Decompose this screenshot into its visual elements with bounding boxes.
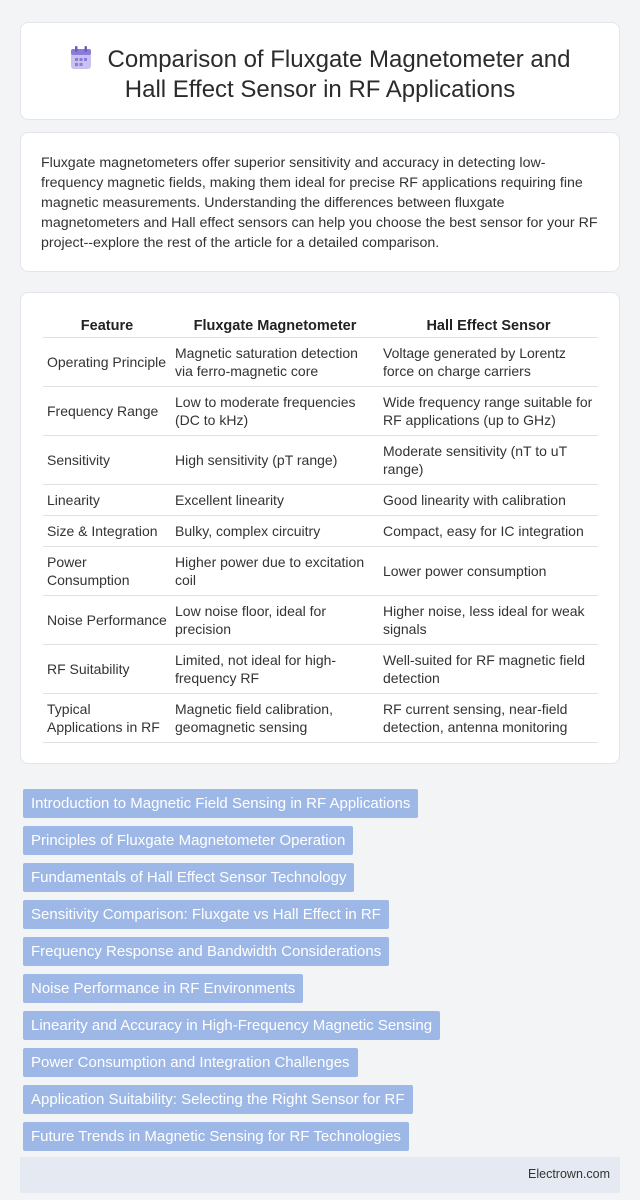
table-row xyxy=(43,435,598,484)
toc-link-frequency-response[interactable]: Frequency Response and Bandwidth Considerations xyxy=(23,937,389,966)
fluxgate-cell: High sensitivity (pT range) xyxy=(171,435,379,484)
fluxgate-cell: Higher power due to excitation coil xyxy=(171,546,379,595)
header-fluxgate: Fluxgate Magnetometer xyxy=(171,309,379,337)
feature-cell: Typical Applications in RF xyxy=(43,693,171,742)
comparison-table xyxy=(43,309,598,743)
feature-cell: Sensitivity xyxy=(43,435,171,484)
hall-cell: Compact, easy for IC integration xyxy=(379,515,598,546)
footer-brand[interactable]: Electrown.com xyxy=(528,1167,610,1181)
hall-cell: Lower power consumption xyxy=(379,546,598,595)
table-header-row xyxy=(43,309,598,337)
table-row xyxy=(43,484,598,515)
page-title xyxy=(21,45,619,105)
hall-cell: Well-suited for RF magnetic field detection xyxy=(379,644,598,693)
comparison-table-card xyxy=(20,292,620,764)
table-row xyxy=(43,337,598,386)
hall-cell: Wide frequency range suitable for RF applications (up to GHz) xyxy=(379,386,598,435)
table-row xyxy=(43,644,598,693)
toc-link-linearity[interactable]: Linearity and Accuracy in High-Frequency Magnetic Sensing xyxy=(23,1011,440,1040)
title-line-1: Comparison of Fluxgate Magnetometer and xyxy=(107,46,571,73)
feature-cell: Noise Performance xyxy=(43,595,171,644)
hall-cell: Good linearity with calibration xyxy=(379,484,598,515)
title-line-2: Hall Effect Sensor in RF Applications xyxy=(124,76,516,103)
header-hall: Hall Effect Sensor xyxy=(379,309,598,337)
fluxgate-cell: Magnetic field calibration, geomagnetic sensing xyxy=(171,693,379,742)
feature-cell: Operating Principle xyxy=(43,337,171,386)
toc-link-application[interactable]: Application Suitability: Selecting the Right Sensor for RF xyxy=(23,1085,413,1114)
toc-link-power[interactable]: Power Consumption and Integration Challenges xyxy=(23,1048,358,1077)
fluxgate-cell: Excellent linearity xyxy=(171,484,379,515)
feature-cell: RF Suitability xyxy=(43,644,171,693)
toc-link-sensitivity[interactable]: Sensitivity Comparison: Fluxgate vs Hall Effect in RF xyxy=(23,900,389,929)
fluxgate-cell: Low noise floor, ideal for precision xyxy=(171,595,379,644)
table-row xyxy=(43,546,598,595)
feature-cell: Frequency Range xyxy=(43,386,171,435)
fluxgate-cell: Bulky, complex circuitry xyxy=(171,515,379,546)
feature-cell: Size & Integration xyxy=(43,515,171,546)
hall-cell: Voltage generated by Lorentz force on charge carriers xyxy=(379,337,598,386)
hall-cell: RF current sensing, near-field detection, antenna monitoring xyxy=(379,693,598,742)
table-row xyxy=(43,693,598,742)
toc-link-introduction[interactable]: Introduction to Magnetic Field Sensing in RF Applications xyxy=(23,789,418,818)
header-feature: Feature xyxy=(43,309,171,337)
document-icon xyxy=(70,46,92,70)
feature-cell: Linearity xyxy=(43,484,171,515)
toc-link-future-trends[interactable]: Future Trends in Magnetic Sensing for RF Technologies xyxy=(23,1122,409,1151)
toc-link-hall-fundamentals[interactable]: Fundamentals of Hall Effect Sensor Technology xyxy=(23,863,354,892)
feature-cell: Power Consumption xyxy=(43,546,171,595)
hall-cell: Higher noise, less ideal for weak signals xyxy=(379,595,598,644)
fluxgate-cell: Magnetic saturation detection via ferro-magnetic core xyxy=(171,337,379,386)
toc-link-noise[interactable]: Noise Performance in RF Environments xyxy=(23,974,303,1003)
hall-cell: Moderate sensitivity (nT to uT range) xyxy=(379,435,598,484)
intro-paragraph: Fluxgate magnetometers offer superior sensitivity and accuracy in detecting low-frequency magnetic fields, making them ideal for precise RF applications requiring fine magnetic measurements. Understanding the differences between fluxgate magnetometers and Hall effect sensors can help you choose the best sensor for your RF project--explore the rest of the article for a detailed comparison. xyxy=(41,155,598,251)
table-row xyxy=(43,515,598,546)
toc-link-fluxgate-principles[interactable]: Principles of Fluxgate Magnetometer Operation xyxy=(23,826,353,855)
table-row xyxy=(43,595,598,644)
fluxgate-cell: Low to moderate frequencies (DC to kHz) xyxy=(171,386,379,435)
table-row xyxy=(43,386,598,435)
fluxgate-cell: Limited, not ideal for high-frequency RF xyxy=(171,644,379,693)
title-card xyxy=(20,22,620,120)
footer xyxy=(20,1157,620,1193)
intro-card xyxy=(20,132,620,272)
